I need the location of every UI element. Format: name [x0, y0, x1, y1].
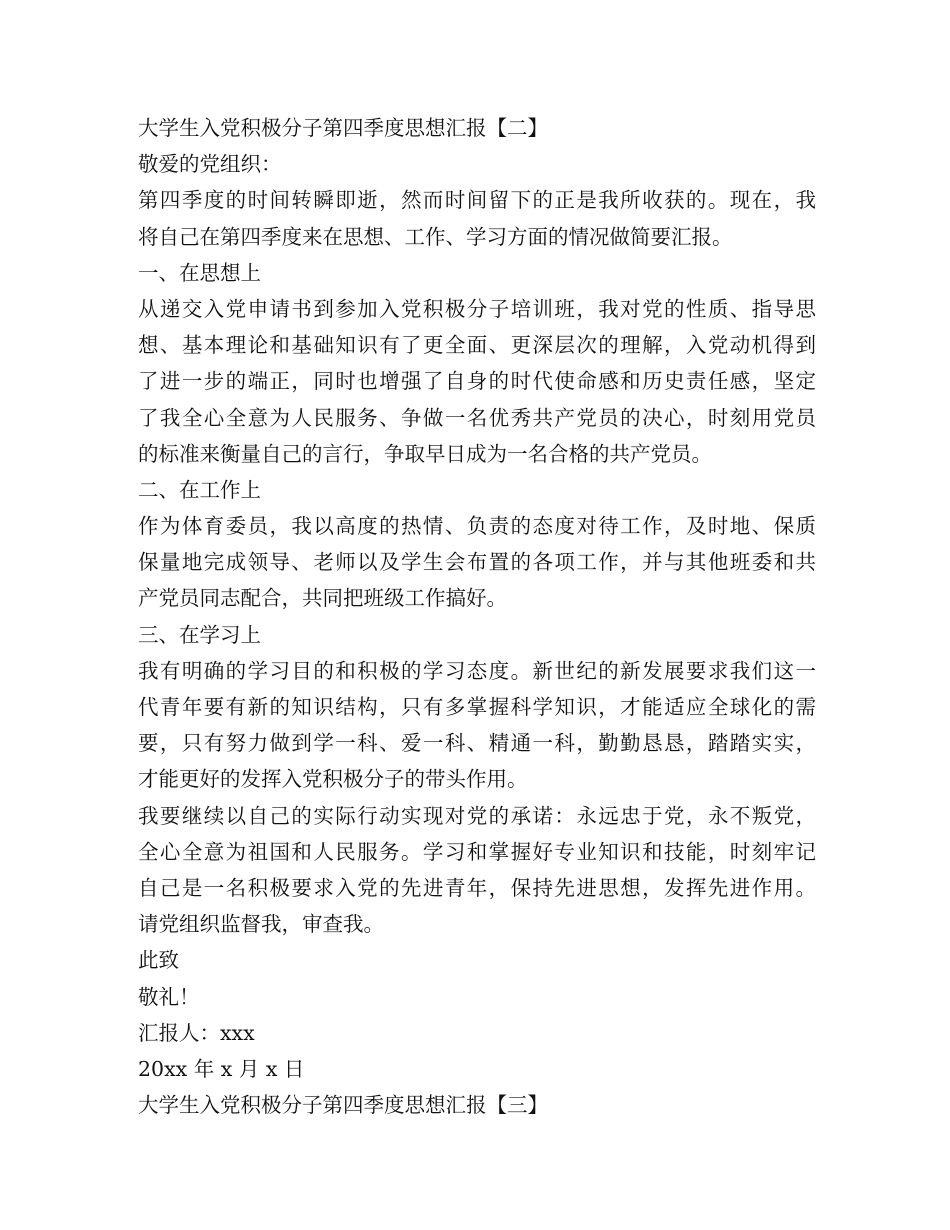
paragraph-intro-line-1: 第四季度的时间转瞬即逝，然而时间留下的正是我所收获的。现在，我	[138, 188, 816, 213]
paragraph-work-line-3: 产党员同志配合，共同把班级工作搞好。	[138, 586, 507, 611]
paragraph-commitment-line-4: 请党组织监督我，审查我。	[138, 912, 384, 937]
section-heading-work: 二、在工作上	[138, 477, 261, 502]
paragraph-work-line-2: 保量地完成领导、老师以及学生会布置的各项工作，并与其他班委和共	[138, 550, 816, 575]
paragraph-work-line-1: 作为体育委员，我以高度的热情、负责的态度对待工作，及时地、保质	[138, 514, 816, 539]
paragraph-thought-line-2: 想、基本理论和基础知识有了更全面、更深层次的理解，入党动机得到	[138, 333, 816, 358]
paragraph-study-line-2: 代青年要有新的知识结构，只有多掌握科学知识，才能适应全球化的需	[138, 695, 816, 719]
paragraph-study-line-1: 我有明确的学习目的和积极的学习态度。新世纪的新发展要求我们这一	[138, 658, 816, 683]
report-title-3: 大学生入党积极分子第四季度思想汇报【三】	[138, 1093, 548, 1118]
report-date: 20xx 年 x 月 x 日	[138, 1056, 305, 1081]
paragraph-study-line-3: 要，只有努力做到学一科、爱一科、精通一科，勤勤恳恳，踏踏实实，	[138, 731, 816, 756]
paragraph-thought-line-3: 了进一步的端正，同时也增强了自身的时代使命感和历史责任感，坚定	[138, 369, 816, 394]
paragraph-commitment-line-2: 全心全意为祖国和人民服务。学习和掌握好专业知识和技能，时刻牢记	[138, 839, 816, 864]
report-title-2: 大学生入党积极分子第四季度思想汇报【二】	[138, 116, 548, 140]
paragraph-thought-line-4: 了我全心全意为人民服务、争做一名优秀共产党员的决心，时刻用党员	[138, 405, 816, 430]
reporter-name: 汇报人：xxx	[138, 1020, 255, 1045]
document-body	[138, 110, 816, 1123]
paragraph-intro-line-2: 将自己在第四季度来在思想、工作、学习方面的情况做简要汇报。	[138, 224, 733, 249]
paragraph-thought-line-1: 从递交入党申请书到参加入党积极分子培训班，我对党的性质、指导思	[138, 296, 816, 321]
salutation: 敬爱的党组织：	[138, 152, 282, 177]
paragraph-study-line-4: 才能更好的发挥入党积极分子的带头作用。	[138, 767, 528, 792]
section-heading-thought: 一、在思想上	[138, 260, 261, 285]
paragraph-commitment-line-1: 我要继续以自己的实际行动实现对党的承诺：永远忠于党，永不叛党，	[138, 803, 816, 828]
paragraph-thought-line-5: 的标准来衡量自己的言行，争取早日成为一名合格的共产党员。	[138, 441, 712, 466]
paragraph-commitment-line-3: 自己是一名积极要求入党的先进青年，保持先进思想，发挥先进作用。	[138, 875, 816, 900]
closing-jing-li: 敬礼！	[138, 984, 200, 1009]
closing-ci-zhi: 此致	[138, 948, 179, 973]
section-heading-study: 三、在学习上	[138, 622, 261, 647]
